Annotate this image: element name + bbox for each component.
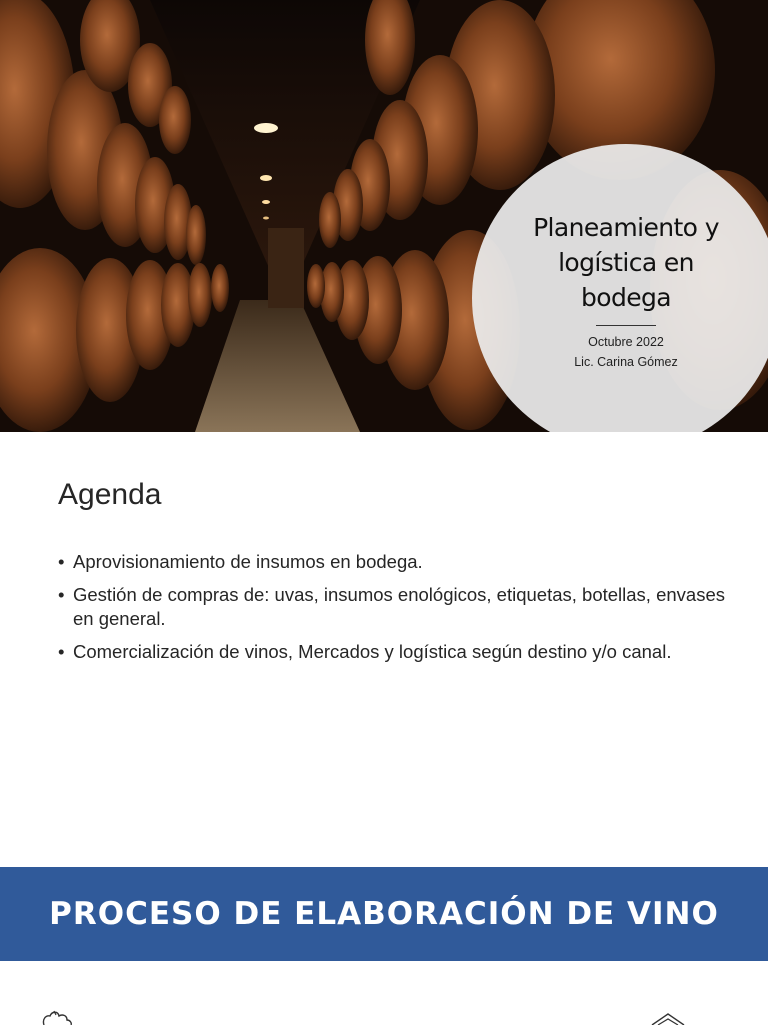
grapes-icon xyxy=(40,1009,74,1025)
presentation-date: Octubre 2022 xyxy=(588,335,664,349)
house-icon xyxy=(650,1011,686,1025)
title-block xyxy=(510,210,742,372)
presentation-author: Lic. Carina Gómez xyxy=(574,355,678,369)
presentation-title: Planeamiento y logística en bodega xyxy=(533,213,719,312)
agenda-list xyxy=(58,550,728,673)
process-slide-top xyxy=(0,961,768,1024)
agenda-item: • Aprovisionamiento de insumos en bodega. xyxy=(58,550,728,574)
title-slide xyxy=(0,0,768,432)
banner-title: PROCESO DE ELABORACIÓN DE VINO xyxy=(49,896,719,932)
agenda-item: • Comercialización de vinos, Mercados y logística según destino y/o canal. xyxy=(58,640,728,664)
process-banner xyxy=(0,867,768,961)
agenda-heading: Agenda xyxy=(58,478,162,511)
agenda-item: • Gestión de compras de: uvas, insumos enológicos, etiquetas, botellas, envases en general. xyxy=(58,583,728,631)
title-divider xyxy=(596,325,656,326)
agenda-slide xyxy=(0,432,768,867)
